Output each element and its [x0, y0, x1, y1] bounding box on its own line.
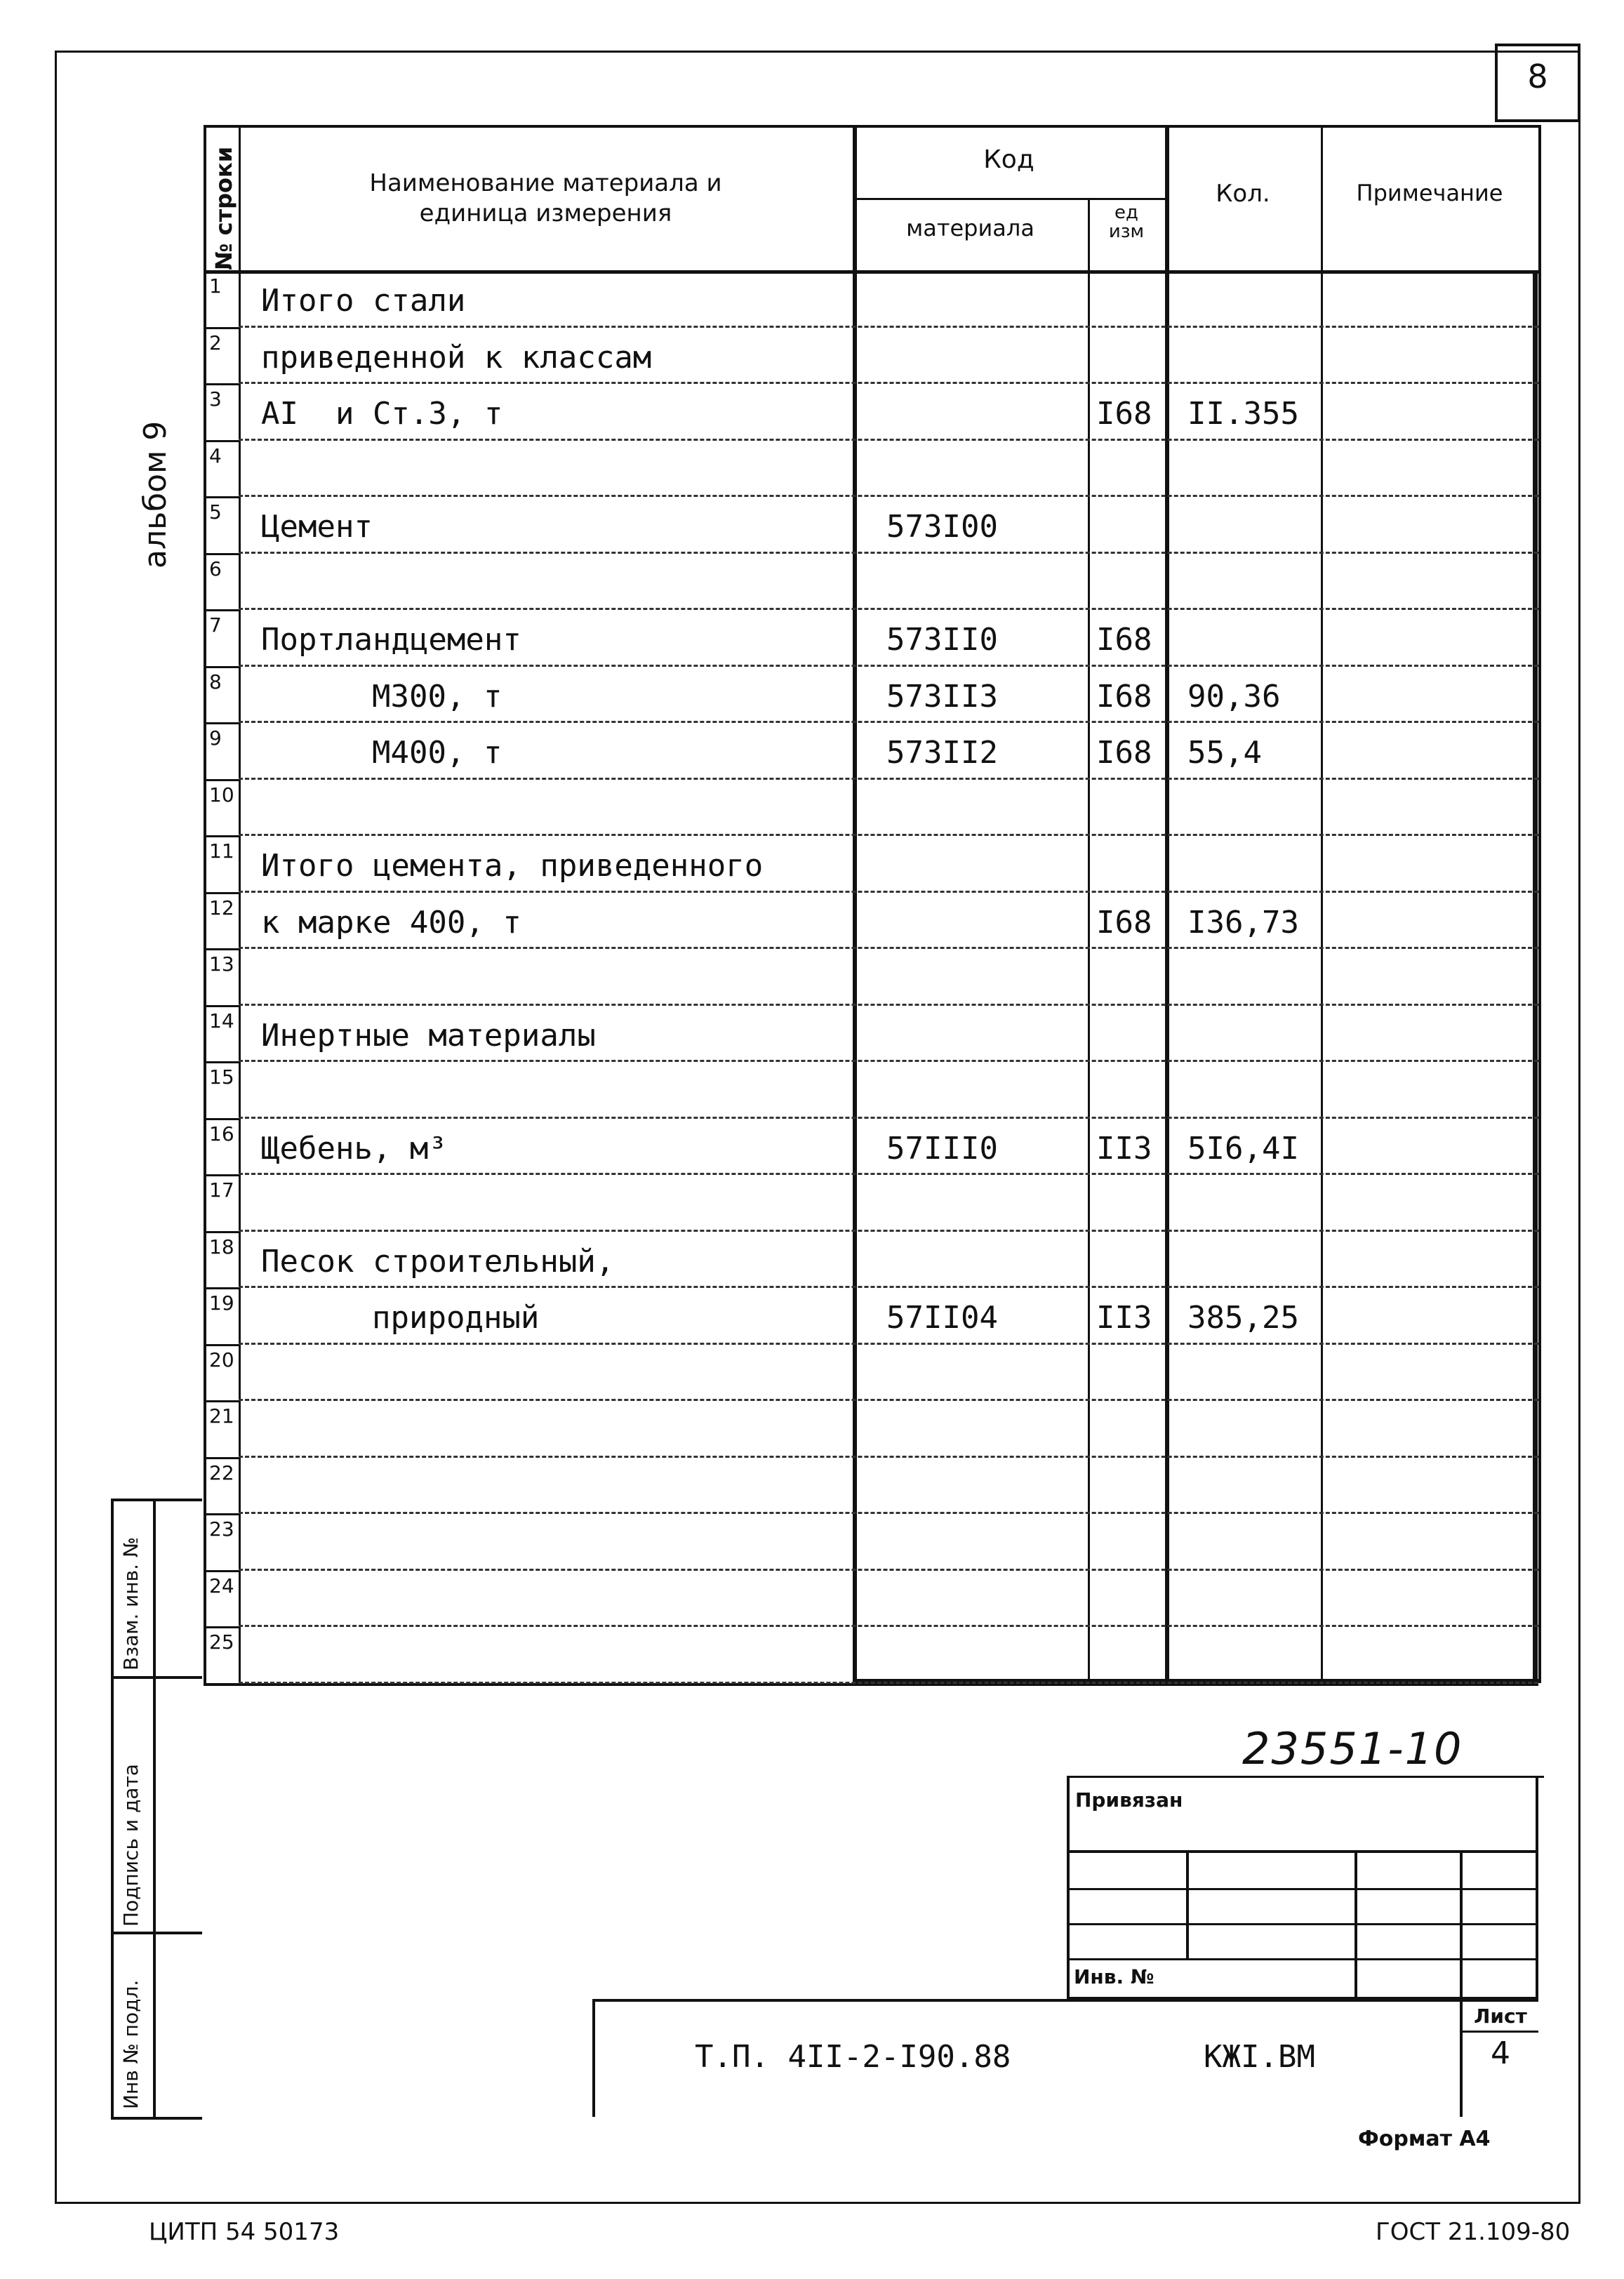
rownum-separator	[204, 1174, 239, 1176]
row-unit: I68	[1096, 678, 1152, 715]
row-number: 11	[209, 839, 234, 863]
rownum-separator	[204, 1570, 239, 1572]
row-rule	[239, 1004, 1538, 1006]
tb-list-label: Лист	[1474, 2005, 1527, 2028]
row-unit: I68	[1096, 904, 1152, 941]
row-unit: I68	[1096, 622, 1152, 658]
row-rule	[239, 1569, 1538, 1571]
row-name: Портландцемент	[261, 622, 521, 658]
rownum-separator	[204, 1626, 239, 1628]
row-number: 17	[209, 1178, 234, 1202]
rownum-separator	[204, 1344, 239, 1346]
tb-main-left	[592, 1999, 595, 2117]
row-rule	[239, 1625, 1538, 1627]
tb-h3	[1067, 1923, 1538, 1925]
header-code-material: материала	[906, 215, 1034, 241]
row-rule	[239, 1286, 1538, 1288]
row-number: 19	[209, 1291, 234, 1315]
header-note: Примечание	[1356, 180, 1503, 206]
row-code: 573I00	[886, 509, 998, 545]
rownum-separator	[204, 1513, 239, 1515]
tb-inv-no: Инв. №	[1074, 1965, 1154, 1988]
row-rule	[239, 1230, 1538, 1232]
row-qty: 55,4	[1187, 735, 1262, 771]
row-rule	[239, 947, 1538, 949]
tb-doc-code: Т.П. 4II-2-I90.88	[695, 2039, 1011, 2075]
tb-v2	[1355, 1850, 1357, 1997]
row-rule	[239, 721, 1538, 723]
row-rule	[239, 1117, 1538, 1119]
rownum-separator	[204, 1457, 239, 1459]
row-rule	[239, 552, 1538, 554]
row-name: М300, т	[372, 678, 502, 715]
rownum-separator	[204, 553, 239, 555]
rownum-separator	[204, 383, 239, 385]
stamp-top-line	[111, 1499, 202, 1501]
row-code: 57II04	[886, 1300, 998, 1336]
row-number: 21	[209, 1404, 234, 1428]
rownum-separator	[204, 327, 239, 329]
rownum-separator	[204, 1231, 239, 1233]
col-divider-2	[1088, 198, 1090, 1683]
row-qty: II.355	[1187, 396, 1299, 432]
row-unit: II3	[1096, 1130, 1152, 1167]
footer-left: ЦИТП 54 50173	[149, 2218, 340, 2246]
table-left-border	[204, 125, 206, 1686]
row-number: 13	[209, 952, 234, 976]
rownum-separator	[204, 440, 239, 442]
row-number: 15	[209, 1065, 234, 1089]
row-name: Цемент	[261, 509, 373, 545]
rownum-separator	[204, 892, 239, 894]
tb-list-value: 4	[1491, 2035, 1510, 2071]
row-rule	[239, 665, 1538, 667]
row-number: 16	[209, 1122, 234, 1145]
row-number: 20	[209, 1348, 234, 1371]
row-number: 10	[209, 783, 234, 806]
stamp-podpis: Подпись и дата	[119, 1764, 142, 1927]
row-number: 24	[209, 1574, 234, 1597]
tb-privyazan: Привязан	[1075, 1788, 1183, 1812]
col-divider-1	[853, 125, 857, 1683]
col-divider-3	[1165, 125, 1169, 1683]
header-code-unit: ед изм	[1108, 202, 1145, 243]
tb-main-top	[592, 1999, 1538, 2002]
rownum-separator	[204, 1118, 239, 1120]
row-unit: I68	[1096, 396, 1152, 432]
row-qty: 90,36	[1187, 678, 1281, 715]
row-number: 25	[209, 1630, 234, 1654]
table-header-bottom	[204, 270, 1538, 274]
handwritten-number: 23551-10	[1242, 1723, 1463, 1774]
row-rule	[239, 1060, 1538, 1062]
row-number: 7	[209, 613, 222, 637]
row-number: 18	[209, 1235, 234, 1258]
row-code: 57III0	[886, 1130, 998, 1167]
header-name: Наименование материала и единица измерения	[369, 169, 722, 227]
row-number: 14	[209, 1009, 234, 1032]
row-name: Итого цемента, приведенного	[261, 848, 764, 884]
tb-doc-mark: КЖI.ВМ	[1204, 2039, 1315, 2075]
row-rule	[239, 1399, 1538, 1401]
row-rule	[239, 1512, 1538, 1514]
header-rownum: № строки	[211, 146, 237, 270]
row-unit: II3	[1096, 1300, 1152, 1336]
row-rule	[239, 1682, 1538, 1684]
row-number: 2	[209, 331, 222, 354]
code-subheader-line	[853, 198, 1165, 200]
row-number: 5	[209, 500, 222, 524]
row-name: Итого стали	[261, 283, 466, 319]
stamp-div2	[111, 1932, 202, 1934]
row-number: 4	[209, 444, 222, 467]
rownum-separator	[204, 948, 239, 950]
data-frame-right	[1533, 270, 1538, 1683]
row-rule	[239, 891, 1538, 893]
row-name: Щебень, м³	[261, 1130, 447, 1167]
row-qty: 5I6,4I	[1187, 1130, 1299, 1167]
row-rule	[239, 778, 1538, 780]
row-unit: I68	[1096, 735, 1152, 771]
row-rule	[239, 608, 1538, 610]
rownum-separator	[204, 1287, 239, 1289]
row-name: приведенной к классам	[261, 339, 652, 376]
stamp-div1	[111, 1676, 202, 1679]
format-label: Формат А4	[1358, 2127, 1491, 2151]
row-qty: I36,73	[1187, 904, 1299, 941]
rownum-separator	[204, 1005, 239, 1007]
row-code: 573II2	[886, 735, 998, 771]
tb-h4	[1067, 1958, 1538, 1960]
rownum-separator	[204, 496, 239, 498]
rownum-separator	[204, 609, 239, 611]
rownum-separator	[204, 722, 239, 724]
row-code: 573II3	[886, 678, 998, 715]
row-name: М400, т	[372, 735, 502, 771]
header-qty: Кол.	[1216, 180, 1270, 208]
handwritten-underline	[1067, 1776, 1544, 1778]
tb-v3	[1460, 1850, 1463, 1997]
rownum-separator	[204, 666, 239, 668]
row-number: 3	[209, 387, 222, 411]
row-rule	[239, 1173, 1538, 1175]
row-rule	[239, 1343, 1538, 1345]
tb-h1	[1067, 1850, 1538, 1853]
row-number: 12	[209, 896, 234, 919]
rownum-separator	[204, 1400, 239, 1402]
stamp-vzam: Взам. инв. №	[119, 1536, 142, 1670]
footer-right: ГОСТ 21.109-80	[1376, 2218, 1571, 2246]
stamp-mid-line	[153, 1499, 156, 2120]
col-divider-0	[239, 125, 241, 1683]
row-name: к марке 400, т	[261, 904, 521, 941]
rownum-separator	[204, 779, 239, 781]
row-rule	[239, 382, 1538, 384]
row-rule	[239, 439, 1538, 441]
row-rule	[239, 1456, 1538, 1458]
row-name: Песок строительный,	[261, 1243, 615, 1280]
row-rule	[239, 495, 1538, 497]
row-rule	[239, 326, 1538, 328]
tb-h2	[1067, 1888, 1538, 1890]
table-right-border	[1538, 125, 1541, 1683]
stamp-inv: Инв № подл.	[119, 1979, 142, 2109]
row-qty: 385,25	[1187, 1300, 1299, 1336]
col-divider-4	[1321, 125, 1323, 1683]
row-name: природный	[372, 1300, 540, 1336]
row-number: 1	[209, 274, 222, 298]
table-top-border	[204, 125, 1538, 128]
row-number: 6	[209, 557, 222, 580]
rownum-separator	[204, 835, 239, 837]
sheet-number-top: 8	[1527, 58, 1548, 95]
row-number: 22	[209, 1461, 234, 1484]
rownum-separator	[204, 1061, 239, 1063]
stamp-left-line	[111, 1499, 114, 2120]
row-name: АI и Ст.3, т	[261, 396, 503, 432]
album-label: альбом 9	[138, 420, 173, 569]
stamp-bottom-line	[111, 2117, 202, 2120]
tb-v1	[1186, 1850, 1189, 1958]
tb-list-h	[1460, 2031, 1538, 2033]
row-rule	[239, 834, 1538, 836]
row-number: 9	[209, 726, 222, 750]
header-code: Код	[983, 145, 1034, 174]
row-number: 8	[209, 670, 222, 693]
row-number: 23	[209, 1517, 234, 1541]
row-name: Инертные материалы	[261, 1017, 596, 1054]
row-code: 573II0	[886, 622, 998, 658]
